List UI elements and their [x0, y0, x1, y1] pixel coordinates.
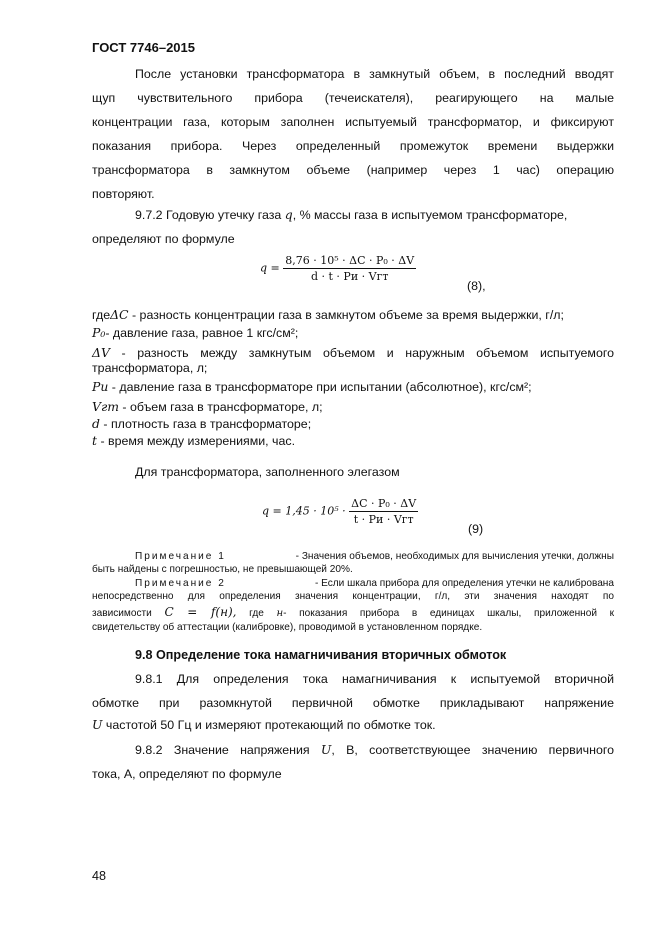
symbol-n: н	[276, 608, 284, 619]
text-line: повторяют.	[92, 187, 155, 201]
section-972-line2: определяют по формуле	[92, 232, 235, 246]
formula-fraction	[283, 254, 416, 283]
text-line: После установки трансформатора в замкнутый объем, в последний вводят	[135, 67, 614, 81]
text-fragment: - показания прибора в единицах шкалы, приложенной к	[283, 608, 615, 619]
formula-denominator: t · Pи · Vгт	[353, 513, 414, 526]
section-982-line2: тока, А, определяют по формуле	[92, 767, 282, 781]
section-981-line3	[92, 717, 436, 733]
formula-fraction	[349, 497, 418, 526]
text-fragment: зависимости	[92, 608, 152, 619]
text-fragment: 9.7.2 Годовую утечку газа	[135, 208, 282, 222]
definition-vgt	[92, 399, 323, 415]
formula-8-number: (8),	[467, 279, 486, 293]
section-981-line1: 9.8.1 Для определения тока намагничивания к испытуемой вторичной	[135, 672, 614, 686]
definition-p0	[92, 325, 298, 341]
formula-lhs: q = 1,45 · 10⁵ ·	[262, 504, 346, 518]
text-fragment: - плотность газа в трансформаторе;	[103, 417, 312, 431]
text-line: трансформатора в замкнутом объеме (например через 1 час) операцию	[92, 163, 614, 177]
note-1-line2: быть найдены с погрешностью, не превышающей 20%.	[92, 564, 353, 575]
text-fragment: где	[92, 308, 111, 322]
definition-delta-v-cont: трансформатора, л;	[92, 361, 208, 375]
page-number: 48	[92, 869, 107, 883]
text-fragment: 9.8.2 Значение напряжения	[135, 743, 310, 757]
text-fragment: - давление газа в трансформаторе при испытании (абсолютное), кгс/см²;	[111, 380, 532, 394]
sf6-intro: Для трансформатора, заполненного элегазом	[135, 465, 400, 479]
text-fragment: - время между измерениями, час.	[100, 434, 296, 448]
section-972-line1	[135, 207, 567, 223]
note-1-line1	[135, 550, 614, 563]
text-fragment: где	[249, 608, 264, 619]
formula-8	[260, 254, 416, 283]
symbol-t: t	[92, 433, 97, 448]
note-2-line3	[92, 606, 614, 620]
section-98-title: 9.8 Определение тока намагничивания вторичных обмоток	[135, 648, 507, 662]
text-line: щуп чувствительного прибора (течеискателя), реагирующего на малые	[92, 91, 614, 105]
note-2-label: Примечание 2	[135, 578, 226, 589]
text-line: концентрации газа, которым заполнен испытуемый трансформатор, и фиксируют	[92, 115, 614, 129]
formula-denominator: d · t · Pи · Vгт	[310, 270, 389, 283]
text-fragment: , % массы газа в испытуемом трансформаторе,	[292, 208, 568, 222]
text-fragment: частотой 50 Гц и измеряют протекающий по обмотке ток.	[105, 718, 436, 732]
text-fragment: - давление газа, равное 1 кгс/см²;	[105, 326, 299, 340]
symbol-delta-c: ΔC	[110, 307, 129, 322]
definition-d	[92, 416, 311, 432]
formula-9-number: (9)	[468, 522, 484, 536]
text-fragment: , В, соответствующее значению первичного	[331, 743, 614, 757]
text-fragment: - Если шкала прибора для определения утечки не калибрована	[314, 578, 614, 589]
symbol-p0: P₀	[92, 325, 106, 340]
text-line: показания прибора. Через определенный промежуток времени выдержки	[92, 139, 614, 153]
text-fragment: - объем газа в трансформаторе, л;	[122, 400, 323, 414]
definition-t	[92, 433, 295, 449]
symbol-delta-v: ΔV	[92, 345, 110, 360]
formula-numerator: 8,76 · 10⁵ · ΔC · P₀ · ΔV	[285, 254, 415, 267]
symbol-q: q	[284, 207, 293, 222]
formula-9	[262, 497, 418, 526]
section-981-line2: обмотке при разомкнутой первичной обмотке прикладывают напряжение	[92, 696, 614, 710]
text-fragment: - разность между замкнутым объемом и наружным объемом испытуемого	[121, 346, 614, 360]
text-fragment: - Значения объемов, необходимых для вычисления утечки, должны	[295, 551, 614, 562]
document-header: ГОСТ 7746–2015	[92, 40, 195, 55]
symbol-vgt: Vгт	[92, 399, 119, 414]
formula-numerator: ΔC · P₀ · ΔV	[351, 497, 417, 510]
symbol-u: U	[320, 742, 332, 757]
symbol-d: d	[92, 416, 100, 431]
definition-delta-c	[92, 307, 564, 323]
note-1-label: Примечание 1	[135, 551, 226, 562]
symbol-pi: Pи	[92, 379, 109, 394]
formula-lhs: q =	[260, 261, 280, 275]
note-formula: C = f(н),	[164, 605, 237, 619]
section-982-line1	[135, 742, 614, 758]
symbol-u: U	[92, 717, 103, 732]
text-fragment: - разность концентрации газа в замкнутом объеме за время выдержки, г/л;	[131, 308, 564, 322]
definition-pi	[92, 379, 532, 395]
note-2-line2: непосредственно для определения значения концентрации, г/л, эти значения находят по	[92, 591, 614, 602]
definition-delta-v	[92, 345, 614, 361]
note-2-line4: свидетельству об аттестации (калибровке), проводимой в установленном порядке.	[92, 622, 483, 633]
note-2-line1	[135, 577, 614, 590]
